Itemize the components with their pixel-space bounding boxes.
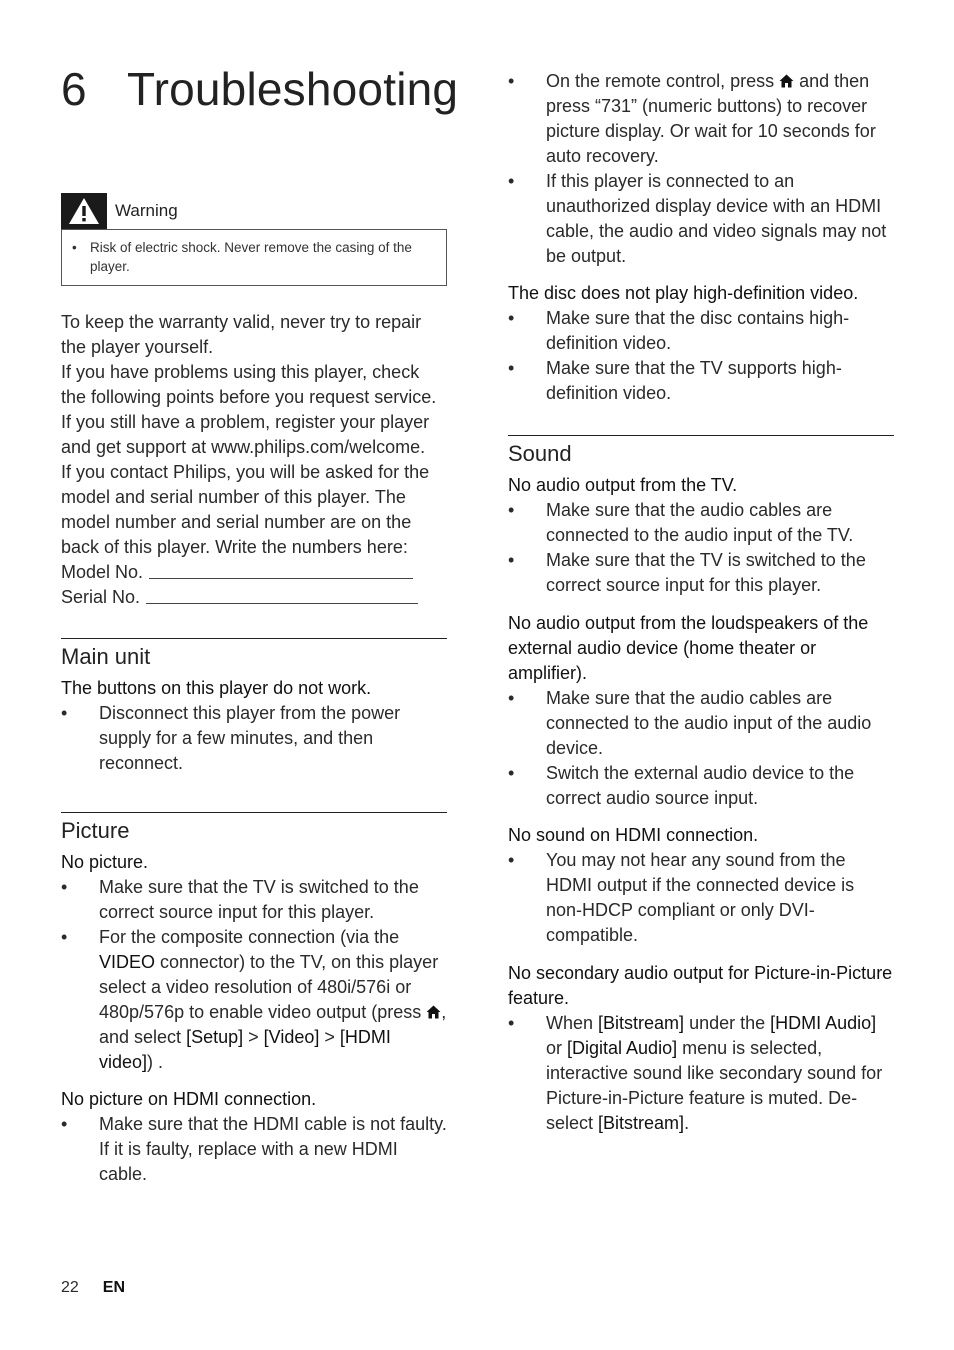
intro-paragraph-2: If you have problems using this player, check the following points before you request service. If you still have a problem, register your player and get support at www.philips.com/welcome. (61, 362, 437, 457)
list-item: • Switch the external audio device to the correct audio source input. (508, 763, 855, 808)
question-no-picture-hdmi: No picture on HDMI connection. (61, 1089, 317, 1109)
list-item: • You may not hear any sound from the HDMI output if the connected device is non-HDCP compliant or only DVI-compatible. (508, 850, 855, 945)
chapter-title (61, 62, 458, 116)
question-buttons-not-work: The buttons on this player do not work. (61, 678, 372, 698)
list-item: • Make sure that the disc contains high-definition video. (508, 308, 850, 353)
question-no-secondary-audio: No secondary audio output for Picture-in-Picture feature. (508, 963, 893, 1008)
section-main-unit (61, 638, 447, 776)
warning-label: Warning (115, 201, 178, 220)
page-footer (61, 1279, 125, 1297)
chapter-number: 6 (61, 63, 87, 115)
question-no-picture: No picture. (61, 852, 149, 872)
list-item: • Make sure that the HDMI cable is not faulty. If it is faulty, replace with a new HDMI cable. (61, 1114, 447, 1184)
section-title-sound: Sound (508, 441, 572, 466)
question-no-sound-hdmi: No sound on HDMI connection. (508, 825, 759, 845)
list-item: • Make sure that the TV supports high-definition video. (508, 358, 842, 403)
page-number: 22 (61, 1279, 79, 1296)
question-no-hd-video: The disc does not play high-definition video. (508, 283, 859, 303)
language-code: EN (102, 1279, 126, 1296)
bullet: • (72, 240, 77, 255)
warning-text: Risk of electric shock. Never remove the casing of the player. (90, 240, 412, 274)
home-icon (779, 74, 794, 88)
home-icon (426, 1005, 441, 1019)
section-divider (61, 812, 447, 813)
serial-write-line (146, 585, 418, 604)
intro-paragraph-3: If you contact Philips, you will be asked for the model and serial number of this player. The model number and serial number are on the back of this player. Write the numbers here: (61, 462, 430, 557)
warning-box (61, 193, 447, 286)
chapter-title-text: Troubleshooting (127, 63, 459, 115)
list-item: • Make sure that the audio cables are connected to the audio input of the audio device. (508, 688, 872, 758)
section-title-main-unit: Main unit (61, 644, 151, 669)
section-picture-continued (508, 69, 894, 406)
section-divider (508, 435, 894, 436)
serial-label: Serial No. (61, 587, 141, 607)
list-item: • When [Bitstream] under the [HDMI Audio] or [Digital Audio] menu is selected, interactive sound like secondary sound for Picture-in-Picture feature is muted. De-select [Bitstream]. (508, 1013, 883, 1133)
section-title-picture: Picture (61, 818, 130, 843)
serial-number-field (61, 585, 447, 610)
section-picture (61, 812, 447, 1187)
question-no-audio-external: No audio output from the loudspeakers of the external audio device (home theater or amplifier). (508, 613, 869, 683)
intro-text (61, 310, 447, 610)
section-divider (61, 638, 447, 639)
model-write-line (149, 560, 413, 579)
list-item: • Disconnect this player from the power supply for a few minutes, and then reconnect. (61, 703, 401, 773)
warning-header (61, 193, 447, 229)
list-item: • Make sure that the audio cables are connected to the audio input of the TV. (508, 500, 854, 545)
list-item: • Make sure that the TV is switched to the correct source input for this player. (508, 550, 866, 595)
video-connector-label: VIDEO (99, 952, 156, 972)
model-number-field (61, 560, 447, 585)
list-item: • Make sure that the TV is switched to the correct source input for this player. (61, 877, 419, 922)
warning-content (61, 229, 447, 286)
section-sound (508, 435, 894, 1136)
list-item: • For the composite connection (via the VIDEO connector) to the TV, on this player select a video resolution of 480i/576i or 480p/576p to enable video output (press , and select [Setup] > [Video] > [HDMI video]) . (61, 927, 447, 1072)
list-item: • On the remote control, press and then press “731” (numeric buttons) to recover picture display. Or wait for 10 seconds for auto recovery. (508, 71, 876, 166)
question-no-audio-tv: No audio output from the TV. (508, 475, 738, 495)
model-label: Model No. (61, 562, 144, 582)
warning-triangle-icon (61, 193, 107, 229)
intro-paragraph-1: To keep the warranty valid, never try to repair the player yourself. (61, 312, 422, 357)
list-item: • If this player is connected to an unauthorized display device with an HDMI cable, the audio and video signals may not be output. (508, 171, 887, 266)
